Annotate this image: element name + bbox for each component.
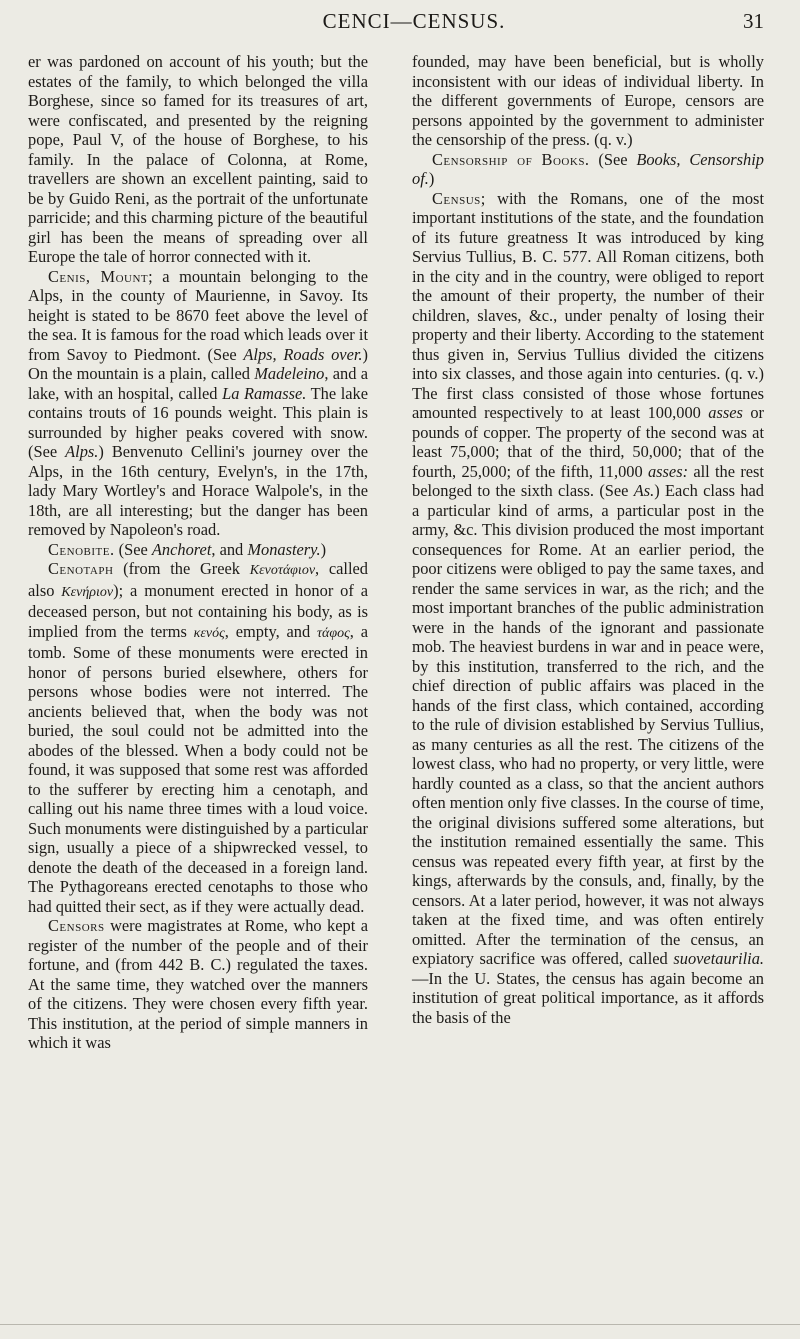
cross-reference: Books, Censorship of. (412, 149, 765, 188)
entry-cenotaph (28, 559, 368, 916)
cross-reference: As. (633, 481, 655, 500)
headword-cenis: Cenis, Mount (48, 266, 149, 286)
entry-text: ; with the Romans, one of the most important institutions of the state, and the foundation of its future greatness It was introduced by king Servius Tullius, B. C. 577. All Roman citizens, both in the city and in the country, were obliged to report the amount of their property, the number of their children, slaves, &c., under penalty of losing their property and their liberty. According to the statement thus given in, Servius Tullius divided the citizens into six classes, and those again into centuries. (q. v.) The first class consisted of those whose fortunes amounted respectively to at least 100,000 (412, 188, 764, 422)
entry-text: (See (589, 149, 637, 169)
entry-cenis (28, 267, 368, 540)
cross-reference: Monastery. (247, 539, 321, 559)
scan-edge-line (0, 1324, 800, 1325)
place-name: La Ramasse. (222, 383, 307, 403)
entry-text: , empty, and (224, 621, 317, 641)
entry-text: (See (114, 539, 152, 559)
entry-text: ) (428, 169, 435, 188)
entry-text: , and a lake, with an hospital, called (28, 364, 369, 403)
italic-term: asses (708, 403, 743, 422)
cross-reference: Alps, Roads over. (243, 344, 363, 364)
right-column (412, 52, 764, 1027)
paragraph-censors-continuation: founded, may have been beneficial, but is wholly inconsistent with our ideas of individual liberty. In the different governments of Europe, censors are persons appointed by the government to administer the censorship of the press. (q. v.) (412, 52, 764, 149)
entry-text: (from the Greek (113, 559, 250, 578)
italic-term: asses: (647, 461, 689, 481)
italic-term: suovetaurilia. (673, 949, 764, 968)
entry-census (412, 189, 764, 1028)
entry-text: ; a mountain belonging to the Alps, in the county of Maurienne, in Savoy. Its height is stated to be 8670 feet above the level of the sea. It is famous for the road which leads over it from Savoy to Piedmont. (See (28, 266, 368, 364)
entry-text: , and (211, 539, 248, 559)
greek-term: Κενοτάφιον (249, 563, 316, 578)
entry-cenobite (28, 540, 368, 560)
headword-censors: Censors (48, 916, 105, 935)
entry-text: , a tomb. Some of these monuments were erected in honor of persons buried elsewhere, others for persons whose bodies were not interred. The ancients believed that, when the body was not buried, the soul could not be admitted into the abodes of the blessed. When a body could not be found, it was supposed that some rest was afforded to the sufferer by erecting him a cenotaph, and calling out his name three times with a loud voice. Such monuments were distinguished by a particular sign, usually a piece of a shipwrecked vessel, to denote the death of the deceased in a foreign land. The Pythagoreans erected cenotaphs to those who had quitted their sect, as if they were actually dead. (28, 621, 368, 916)
entry-text: —In the U. States, the census has again become an institution of great political importance, as it affords the basis of the (412, 968, 764, 1027)
headword-censorship: Censorship of Books. (432, 149, 590, 169)
paragraph-cenci-continuation: er was pardoned on account of his youth; but the estates of the family, to which belonged the villa Borghese, since so famed for its treasures of art, were confiscated, and presented by the reigning pope, Paul V, of the house of Borghese, to his family. In the palace of Colonna, at Rome, travellers are shown an excellent painting, said to be by Guido Reni, as the portrait of the unfortunate parricide; and this charming picture of the beautiful girl has been the means of spreading over all Europe the tale of horror connected with it. (28, 52, 368, 266)
page-header (0, 6, 800, 40)
entry-text: ) (320, 539, 327, 559)
headword-cenotaph: Cenotaph (48, 559, 114, 578)
entry-censorship (412, 150, 764, 189)
page-number: 31 (743, 9, 764, 33)
entry-text: ); a monument erected in honor of a deceased person, but not containing his body, as is implied from the terms (28, 580, 368, 641)
place-name: Madeleino (254, 364, 325, 383)
headword-cenobite: Cenobite. (48, 539, 115, 559)
cross-reference: Anchoret (151, 539, 212, 559)
greek-term: Κενήριον (61, 584, 114, 600)
greek-term: κενός (193, 625, 225, 641)
entry-text: or pounds of copper. The property of the second was at least 75,000; that of the third, 50,000; that of the fourth, 25,000; of the fifth, 11,000 (412, 403, 764, 481)
cross-reference: Alps. (65, 442, 99, 461)
greek-term: τάφος (317, 625, 350, 641)
entry-text: The lake contains trouts of 16 pounds weight. This plain is surrounded by higher peaks covered with snow. (See (28, 383, 369, 461)
headword-census: Census (432, 188, 481, 208)
entry-text: , called also (28, 559, 368, 600)
entry-text: ) On the mountain is a plain, called (28, 344, 368, 383)
entry-text: were magistrates at Rome, who kept a register of the number of the people and of their fortune, and (from 442 B. C.) regulated the taxes. At the same time, they watched over the manners of the citizens. They were chosen every fifth year. This institution, at the period of simple manners in which it was (28, 916, 368, 1052)
left-column (28, 52, 368, 1053)
running-head: CENCI—CENSUS. (322, 9, 506, 33)
entry-text: all the rest belonged to the sixth class. (See (412, 461, 764, 500)
entry-text: ) Benvenuto Cellini's journey over the Alps, in the 16th century, Evelyn's, in the 17th, lady Mary Wortley's and Horace Walpole's, in the 18th, are all interesting; but the danger has been removed by Napoleon's road. (28, 442, 368, 539)
entry-text: ) Each class had a particular kind of arms, a particular post in the army, &c. This division produced the most important consequences for Rome. At an earlier period, the poor citizens were obliged to pay the same taxes, and render the same services in war, as the rich; and the most important branches of the public administration were in the hands of the ignorant and passionate mob. The heaviest burdens in war and in peace were, by this institution, transferred to the rich, and the chief direction of public affairs was placed in the hands of the first class, which contained, according to the rule of division established by Servius Tullius, as many centuries as all the rest. The citizens of the lowest class, who had no property, or very little, were hardly counted as a class, so that the ancient authors often mention only five classes. In the course of time, the original divisions suffered some alterations, but the institution remained essentially the same. This census was repeated every fifth year, at first by the kings, afterwards by the consuls, and, finally, by the censors. At a later period, however, it was not always taken at the fixed time, and was often entirely omitted. After the termination of the census, an expiatory sacrifice was offered, called (412, 481, 764, 968)
entry-censors (28, 916, 368, 1053)
